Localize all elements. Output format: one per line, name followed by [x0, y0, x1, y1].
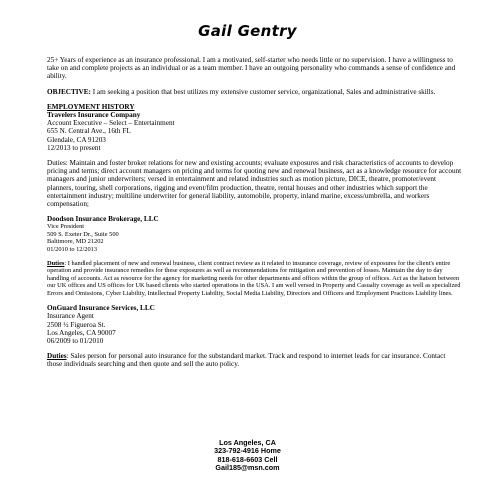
job-company: Doodson Insurance Brokerage, LLC [47, 215, 159, 224]
job-duties [47, 260, 462, 297]
job-dates: 06/2009 to 01/2010 [47, 336, 104, 345]
job-city: Glendale, CA 91203 [47, 135, 106, 144]
objective-paragraph [47, 88, 462, 96]
objective-text: I am seeking a position that best utilizes my extensive customer service, organizational, Sales and administrative skills. [90, 87, 436, 96]
duties-text: : Sales person for personal auto insurance for the substandard market. Track and respond to internet leads for car insurance. Contact those individuals searching and then quote and sell the auto policy. [47, 352, 446, 369]
contact-email: Gail185@msn.com [215, 462, 280, 472]
duties-text: : I handled placement of new and renewal business, client contract review as it related to insurance coverage, review of exposures for the client's entire operation and provide insurance remedies for these exposures as well as recommendations for mitigation and prevention of losses. Maintain the day to day handling of accounts. Act as resource for the agency for marketing needs for other departments and offices within the group of offices. Act as the liaison between our UK offices and US offices for UK based clients who started operations in the USA. I am well versed in Property and Casualty coverage as well as specialized Errors and Omissions, Cyber Liability, Intellectual Property Liability, Social Media Liability, Directors and Officers and Employment Practices Liability lines. [47, 260, 461, 297]
job-title: Vice President [47, 223, 85, 231]
duties-label: Duties [47, 159, 66, 168]
job-company: OnGuard Insurance Services, LLC [47, 304, 155, 313]
resume-name: Gail Gentry [198, 22, 297, 40]
resume-body [47, 56, 462, 369]
employment-heading: EMPLOYMENT HISTORY [47, 102, 135, 111]
duties-text: : Maintain and foster broker relations for new and existing accounts; evaluate exposures and risk characteristics of accounts to develop pricing and terms; direct account managers on pricing and terms for quoting new and renewal business, act as a knowledge resource for account managers and junior underwriters; versed in entertainment and related industries such as motion picture, DICE, theatre, promoter/event planners, touring, shell corporations, rigging and event/film production, theatre, rental houses and other industries which support the entertainment industry; multiline underwriter for general liability, automobile, property, inland marine, excess/umbrella, and workers compensation; [47, 159, 462, 209]
job-city: Los Angeles, CA 90007 [47, 328, 116, 337]
objective-label: OBJECTIVE: [47, 87, 91, 96]
job-dates: 01/2010 to 12/2013 [47, 245, 98, 253]
summary-paragraph: 25+ Years of experience as an insurance professional. I am a motivated, self-starter who needs little or no supervision. I have a willingness to take on and complete projects as an individual or as a team member. I have an outgoing personality who commands a sense of confidence and ability. [47, 56, 456, 81]
job-address: 655 N. Central Ave., 16th FL [47, 127, 131, 136]
job-address: 509 S. Exeter Dr., Suite 500 [47, 230, 119, 238]
contact-home-phone: 323-792-4916 Home [214, 446, 281, 456]
job-address: 2508 ½ Figueroa St. [47, 320, 106, 329]
contact-cell-phone: 818-618-6603 Cell [217, 454, 278, 464]
job-duties [47, 352, 462, 368]
job-title: Account Executive – Select – Entertainment [47, 119, 175, 128]
job-company: Travelers Insurance Company [47, 111, 141, 120]
job-city: Baltimore, MD 21202 [47, 238, 104, 246]
contact-block [0, 439, 495, 472]
duties-label: Duties [47, 352, 67, 361]
duties-label: Duties [47, 260, 65, 268]
job-title: Insurance Agent [47, 312, 94, 321]
job-duties [47, 159, 462, 208]
job-dates: 12/2013 to present [47, 143, 101, 152]
contact-city: Los Angeles, CA [219, 438, 276, 447]
